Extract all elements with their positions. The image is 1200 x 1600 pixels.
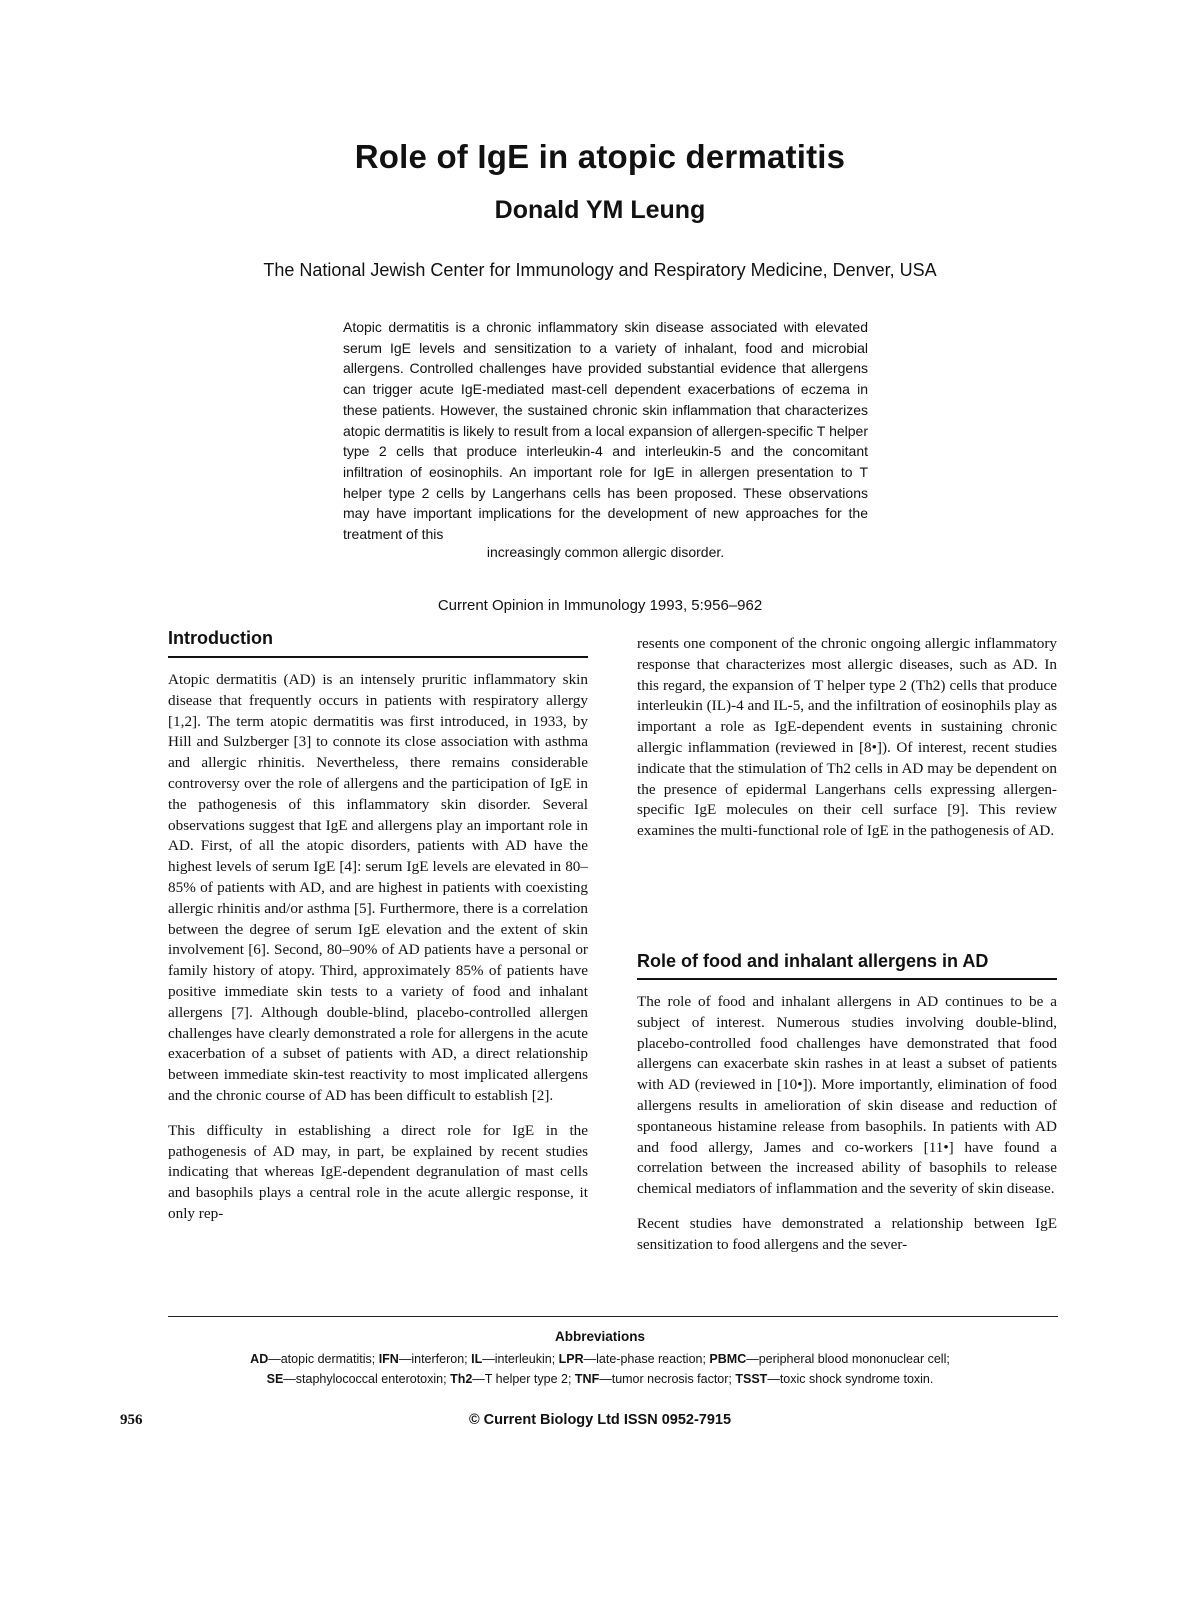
abstract: Atopic dermatitis is a chronic inflammatory skin disease associated with elevated serum IgE levels and sensitization to a variety of inhalant, food and microbial allergens. Controlled challenges have provided substantial evidence that allergens can trigger acute IgE-mediated mast-cell dependent exacerbations of eczema in these patients. However, the sustained chronic skin inflammation that characterizes atopic dermatitis is likely to result from a local expansion of allergen-specific T helper type 2 cells that produce interleukin-4 and interleukin-5 and the concomitant infiltration of eosinophils. An important role for IgE in allergen presentation to T helper type 2 cells by Langerhans cells has been proposed. These observations may have important implications for the development of new approaches for the treatment of this xyxy=(343,319,868,543)
body-paragraph: The role of food and inhalant allergens in AD continues to be a subject of interest. Numerous studies involving double-blind, placebo-controlled food challenges have demonstrated that food allergens can exacerbate skin rashes in at least a subset of patients with AD (reviewed in [10•]). More importantly, elimination of food allergens results in amelioration of skin disease and reduction of spontaneous histamine release from basophils. In patients with AD and food allergy, James and co-workers [11•] have found a correlation between the increased ability of basophils to release chemical mediators of inflammation and the severity of skin disease. xyxy=(637,993,1057,1198)
abbr-term: PBMC xyxy=(709,1352,747,1366)
abbr-term: LPR xyxy=(558,1352,584,1366)
abbr-term: TNF xyxy=(574,1372,600,1386)
abbr-def: toxic shock syndrome toxin. xyxy=(779,1372,934,1386)
copyright-line: © Current Biology Ltd ISSN 0952-7915 xyxy=(468,1412,732,1428)
abbr-term: TSST xyxy=(735,1372,768,1386)
abbreviations-line: AD—atopic dermatitis; IFN—interferon; IL—interleukin; LPR—late-phase reaction; PBMC—peripheral blood mononuclear cell; xyxy=(250,1352,950,1366)
abbr-def: peripheral blood mononuclear cell; xyxy=(758,1352,950,1366)
abbreviations-line: SE—staphylococcal enterotoxin; Th2—T helper type 2; TNF—tumor necrosis factor; TSST—toxic shock syndrome toxin. xyxy=(266,1372,934,1386)
abstract-last-line: increasingly common allergic disorder. xyxy=(486,544,725,560)
abbr-term: AD xyxy=(250,1352,269,1366)
paper-title: Role of IgE in atopic dermatitis xyxy=(354,138,846,175)
section-heading-food-allergens: Role of food and inhalant allergens in AD xyxy=(637,951,989,971)
section-rule xyxy=(168,656,588,658)
body-paragraph: Atopic dermatitis (AD) is an intensely pruritic inflammatory skin disease that frequently occurs in patients with respiratory allergy [1,2]. The term atopic dermatitis was first introduced, in 1933, by Hill and Sulzberger [3] to connote its close association with asthma and allergic rhinitis. Nevertheless, there remains considerable controversy over the role of allergens and the participation of IgE in the pathogenesis of this inflammatory skin disorder. Several observations suggest that IgE and allergens play an important role in AD. First, of all the atopic disorders, patients with AD have the highest levels of serum IgE [4]: serum IgE levels are elevated in 80–85% of patients with AD, and are highest in patients with coexisting allergic rhinitis and/or asthma [5]. Furthermore, there is a correlation between the degree of serum IgE elevation and the extent of skin involvement [6]. Second, 80–90% of AD patients have a personal or family history of atopy. Third, approximately 85% of patients have positive immediate skin tests to a variety of food and inhalant allergens [7]. Although double-blind, placebo-controlled allergen challenges have clearly demonstrated a role for allergens in the acute exacerbation of a subset of patients with AD, a direct relationship between immediate skin-test reactivity to most implicated allergens and the chronic course of AD has been difficult to establish [2]. xyxy=(168,671,588,1104)
affiliation: The National Jewish Center for Immunology and Respiratory Medicine, Denver, USA xyxy=(263,260,937,280)
abbr-def: late-phase reaction; xyxy=(596,1352,710,1366)
page-number: 956 xyxy=(120,1412,143,1428)
body-paragraph: Recent studies have demonstrated a relationship between IgE sensitization to food allergens and the sever- xyxy=(637,1214,1057,1253)
author-name: Donald YM Leung xyxy=(494,196,706,224)
body-paragraph: This difficulty in establishing a direct role for IgE in the pathogenesis of AD may, in part, be explained by recent studies indicating that whereas IgE-dependent degranulation of mast cells and basophils plays a central role in the acute allergic response, it only rep- xyxy=(168,1121,588,1222)
abbr-def: interleukin; xyxy=(494,1352,559,1366)
abbr-term: IFN xyxy=(378,1352,399,1366)
section-heading-introduction: Introduction xyxy=(168,628,273,648)
abbr-term: IL xyxy=(471,1352,483,1366)
left-column xyxy=(168,670,588,1225)
abbr-def: atopic dermatitis; xyxy=(280,1352,379,1366)
abbr-def: interferon; xyxy=(411,1352,472,1366)
body-paragraph: resents one component of the chronic ongoing allergic inflammatory response that characterizes most allergic diseases, such as AD. In this regard, the expansion of T helper type 2 (Th2) cells that produce interleukin (IL)-4 and IL-5, and the infiltration of eosinophils play as important a role as IgE-dependent events in sustaining chronic allergic inflammation (reviewed in [8•]). Of interest, recent studies indicate that the stimulation of Th2 cells in AD may be dependent on the presence of epidermal Langerhans cells expressing allergen-specific IgE molecules on their cell surface [9]. This review examines the multi-functional role of IgE in the pathogenesis of AD. xyxy=(637,635,1057,840)
abbreviations-title: Abbreviations xyxy=(554,1329,646,1344)
abbr-def: tumor necrosis factor; xyxy=(611,1372,736,1386)
journal-citation: Current Opinion in Immunology 1993, 5:956–962 xyxy=(437,597,763,614)
right-column-bottom xyxy=(637,992,1057,1256)
section-rule xyxy=(637,978,1057,980)
abbr-term: SE xyxy=(266,1372,284,1386)
footnote-rule xyxy=(168,1316,1058,1317)
abbr-def: staphylococcal enterotoxin; xyxy=(295,1372,451,1386)
abbr-def: T helper type 2; xyxy=(484,1372,575,1386)
right-column-top xyxy=(637,634,1057,842)
abbr-term: Th2 xyxy=(450,1372,473,1386)
